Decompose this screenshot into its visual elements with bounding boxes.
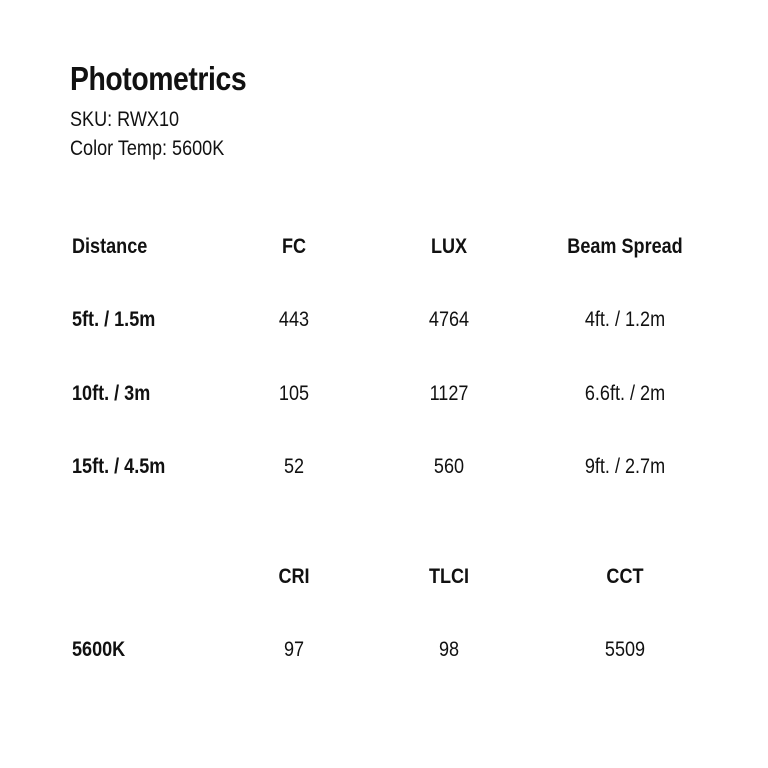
distance-cell: 5ft. / 1.5m [72, 308, 156, 331]
header-tlci: TLCI [428, 565, 470, 588]
header-cct: CCT [606, 565, 644, 588]
table-row [0, 305, 768, 335]
sku-text: SKU: RWX10 [70, 108, 180, 131]
beam-spread-cell: 9ft. / 2.7m [584, 455, 666, 478]
tlci-cell: 98 [438, 638, 460, 661]
lux-cell: 4764 [428, 308, 470, 331]
header-cri: CRI [278, 565, 310, 588]
table-row [0, 379, 768, 409]
photometric-header-row [0, 232, 768, 262]
distance-cell: 10ft. / 3m [72, 382, 151, 405]
page-title: Photometrics [70, 60, 247, 97]
table-row [0, 452, 768, 482]
distance-cell: 15ft. / 4.5m [72, 455, 166, 478]
beam-spread-cell: 6.6ft. / 2m [584, 382, 666, 405]
fc-cell: 52 [283, 455, 305, 478]
fc-cell: 443 [278, 308, 310, 331]
color-temp-cell: 5600K [72, 638, 126, 661]
table-row [0, 635, 768, 665]
color-temp-text: Color Temp: 5600K [70, 137, 225, 160]
header-fc: FC [281, 235, 307, 258]
color-header-row [0, 562, 768, 592]
beam-spread-cell: 4ft. / 1.2m [584, 308, 666, 331]
cct-cell: 5509 [604, 638, 646, 661]
header-distance: Distance [72, 235, 148, 258]
lux-cell: 1127 [429, 382, 469, 405]
cri-cell: 97 [283, 638, 305, 661]
header-lux: LUX [430, 235, 468, 258]
fc-cell: 105 [278, 382, 310, 405]
lux-cell: 560 [433, 455, 465, 478]
header-beam-spread: Beam Spread [567, 235, 683, 258]
